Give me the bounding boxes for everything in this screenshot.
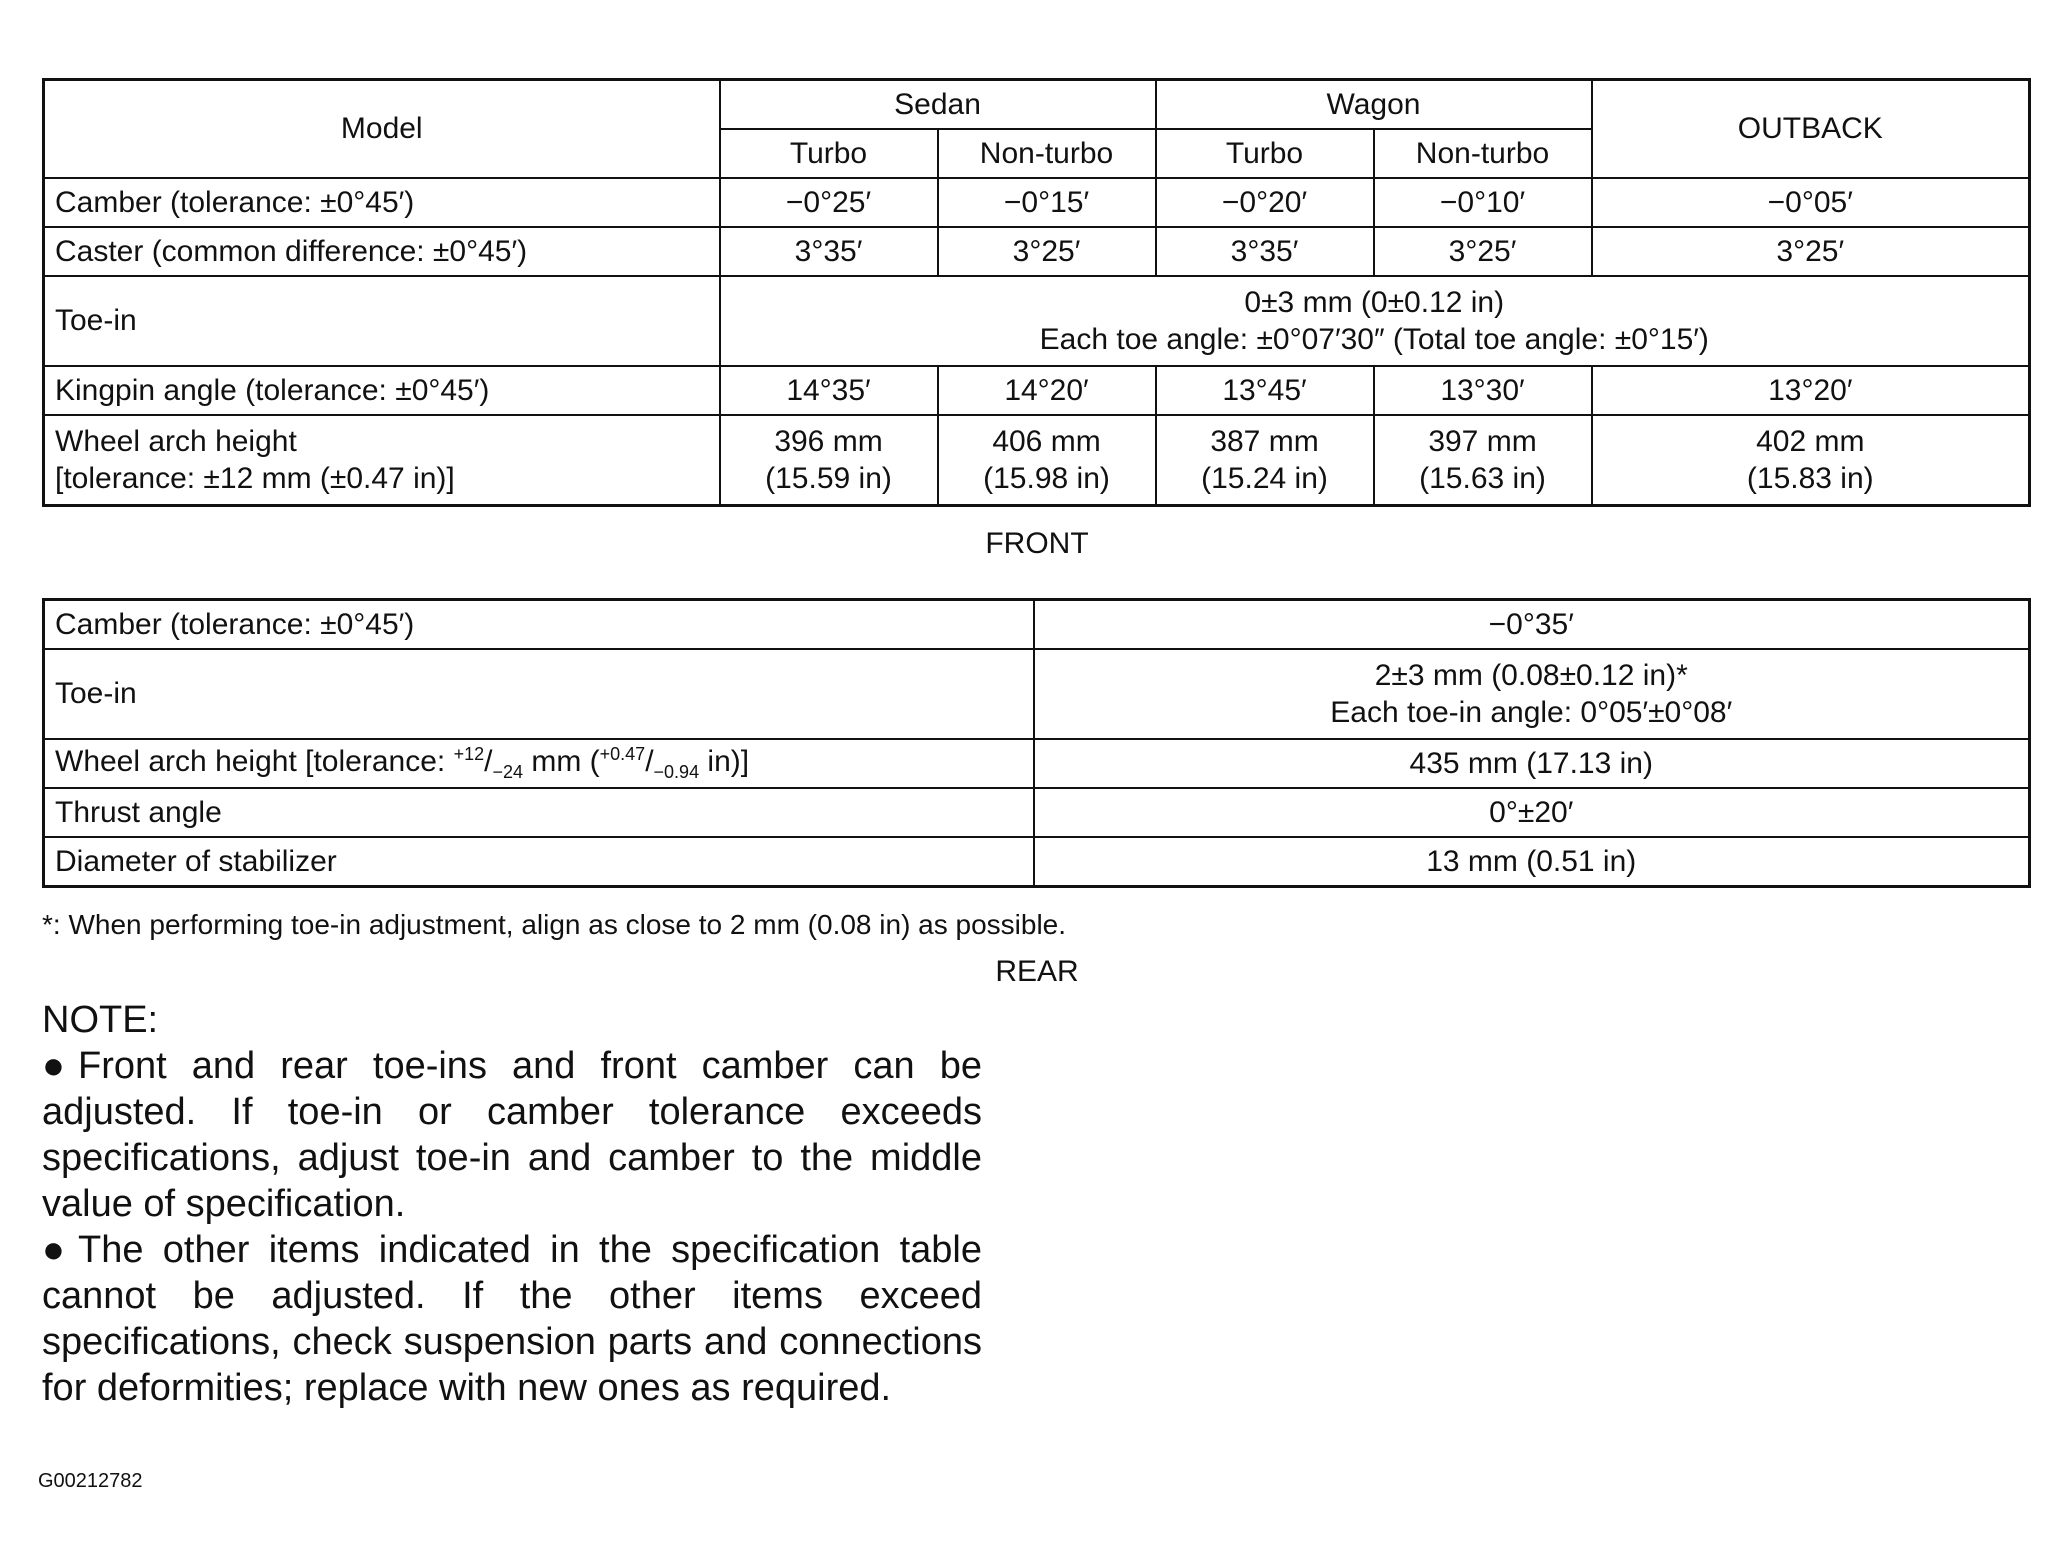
toe-angle-line: Each toe angle: ±0°07′30″ (Total toe angle: ±0°15′) [1039, 323, 1709, 356]
table-row [44, 415, 2030, 506]
table-cell: −0°20′ [1156, 178, 1374, 227]
table-cell: 3°25′ [938, 227, 1156, 276]
rear-camber-value: −0°35′ [1034, 600, 2030, 650]
stabilizer-value: 13 mm (0.51 in) [1034, 837, 2030, 887]
table-cell [1592, 415, 2030, 506]
wheel-arch-label [44, 415, 720, 506]
mm-value: 406 mm [992, 424, 1101, 458]
label-text: Wheel arch height [tolerance: [55, 745, 454, 779]
note-title: NOTE: [42, 999, 159, 1041]
inch-value: (15.24 in) [1201, 462, 1328, 495]
table-cell: 13°45′ [1156, 366, 1374, 415]
kingpin-label: Kingpin angle (tolerance: ±0°45′) [44, 366, 720, 415]
table-cell: 14°35′ [720, 366, 938, 415]
wagon-turbo-header: Turbo [1156, 129, 1374, 178]
table-cell: 3°25′ [1374, 227, 1592, 276]
table-cell: −0°25′ [720, 178, 938, 227]
mm-value: 397 mm [1428, 424, 1537, 458]
toe-in-value [720, 276, 2030, 366]
table-cell [720, 415, 938, 506]
rear-toe-in-line: 2±3 mm (0.08±0.12 in)* [1374, 658, 1688, 692]
inch-value: (15.59 in) [765, 462, 892, 495]
mm-value: 402 mm [1756, 424, 1865, 458]
label-text: mm ( [523, 745, 600, 779]
wagon-non-turbo-header: Non-turbo [1374, 129, 1592, 178]
table-cell: 14°20′ [938, 366, 1156, 415]
note-block [42, 997, 982, 1411]
bullet-icon: ● [42, 1045, 65, 1087]
camber-label: Camber (tolerance: ±0°45′) [44, 178, 720, 227]
label-text: in)] [699, 745, 750, 779]
table-cell [1374, 415, 1592, 506]
table-cell: −0°15′ [938, 178, 1156, 227]
note-text: The other items indicated in the specification table cannot be adjusted. If the other items exceed specifications, check suspension parts and connections for deformities; replace with new ones as required. [42, 1229, 982, 1409]
wagon-header: Wagon [1156, 80, 1592, 130]
table-row [44, 739, 2030, 788]
rear-camber-label: Camber (tolerance: ±0°45′) [44, 600, 1034, 650]
rear-toe-in-label: Toe-in [44, 649, 1034, 739]
figure-id: G00212782 [38, 1470, 143, 1492]
table-row [44, 366, 2030, 415]
table-row [44, 837, 2030, 887]
rear-caption: REAR [995, 955, 1079, 988]
inch-value: (15.98 in) [983, 462, 1110, 495]
mm-lower-tolerance: −24 [492, 762, 523, 783]
table-row [44, 178, 2030, 227]
note-item [42, 1227, 982, 1411]
rear-toe-angle-line: Each toe-in angle: 0°05′±0°08′ [1330, 696, 1733, 729]
sedan-header: Sedan [720, 80, 1156, 130]
mm-value: 396 mm [774, 424, 883, 458]
rear-alignment-table [42, 598, 2031, 888]
note-text: Front and rear toe-ins and front camber can be adjusted. If toe-in or camber tolerance exceeds specifications, adjust toe-in and camber to the middle value of specification. [42, 1045, 982, 1225]
stabilizer-label: Diameter of stabilizer [44, 837, 1034, 887]
footnote: *: When performing toe-in adjustment, align as close to 2 mm (0.08 in) as possible. [42, 909, 1067, 940]
in-upper-tolerance: +0.47 [599, 744, 646, 765]
wheel-arch-label-line: Wheel arch height [55, 424, 297, 458]
in-lower-tolerance: −0.94 [653, 762, 700, 783]
sedan-turbo-header: Turbo [720, 129, 938, 178]
thrust-angle-value: 0°±20′ [1034, 788, 2030, 837]
table-row [44, 227, 2030, 276]
toe-in-label: Toe-in [44, 276, 720, 366]
wheel-arch-tolerance-line: [tolerance: ±12 mm (±0.47 in)] [55, 462, 455, 495]
table-cell: 13°30′ [1374, 366, 1592, 415]
thrust-angle-label: Thrust angle [44, 788, 1034, 837]
table-cell: 3°35′ [1156, 227, 1374, 276]
sedan-non-turbo-header: Non-turbo [938, 129, 1156, 178]
table-cell: 3°35′ [720, 227, 938, 276]
table-cell: −0°10′ [1374, 178, 1592, 227]
table-row [44, 788, 2030, 837]
toe-in-line: 0±3 mm (0±0.12 in) [1244, 285, 1505, 319]
table-cell: 3°25′ [1592, 227, 2030, 276]
table-cell: −0°05′ [1592, 178, 2030, 227]
model-header: Model [44, 80, 720, 179]
table-cell [1156, 415, 1374, 506]
outback-header: OUTBACK [1592, 80, 2030, 179]
table-cell [938, 415, 1156, 506]
front-caption: FRONT [985, 527, 1089, 560]
mm-upper-tolerance: +12 [453, 744, 485, 765]
table-row [44, 649, 2030, 739]
rear-wheel-arch-value: 435 mm (17.13 in) [1034, 739, 2030, 788]
rear-wheel-arch-label: Wheel arch height [tolerance: $^{+12}/_{-24}$ mm ($^{+0.47}/_{-0.94}$ in)] [44, 739, 1034, 788]
inch-value: (15.63 in) [1419, 462, 1546, 495]
rear-toe-in-value [1034, 649, 2030, 739]
caster-label: Caster (common difference: ±0°45′) [44, 227, 720, 276]
bullet-icon: ● [42, 1229, 65, 1271]
table-cell: 13°20′ [1592, 366, 2030, 415]
table-row [44, 600, 2030, 650]
mm-value: 387 mm [1210, 424, 1319, 458]
note-item [42, 1043, 982, 1227]
table-row [44, 276, 2030, 366]
front-alignment-table [42, 78, 2031, 507]
inch-value: (15.83 in) [1746, 462, 1874, 495]
